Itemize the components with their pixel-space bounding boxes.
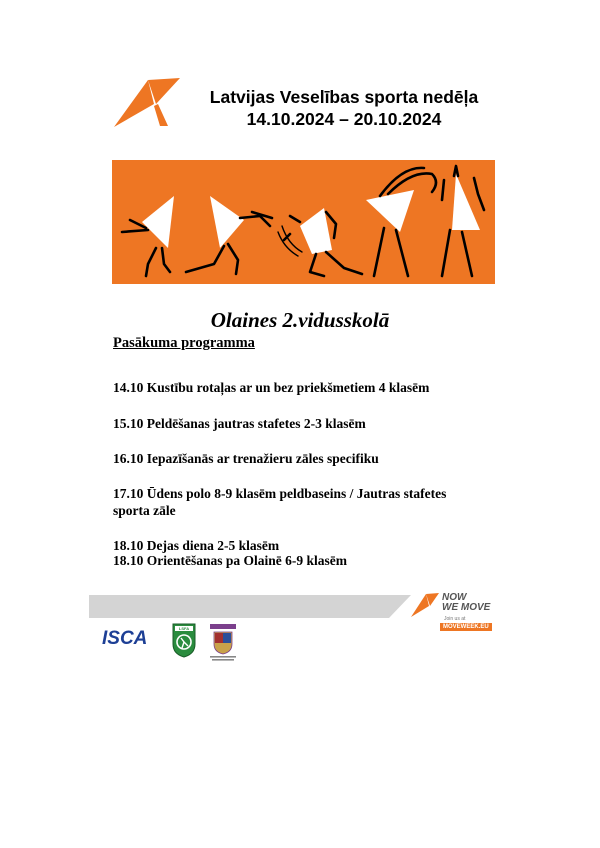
event-item: 17.10 Ūdens polo 8-9 klasēm peldbaseins / Jautras stafetes sporta zāle <box>113 486 447 518</box>
event-item: 15.10 Peldēšanas jautras stafetes 2-3 klasēm <box>113 416 366 431</box>
event-item: 18.10 Orientēšanas pa Olainē 6-9 klasēm <box>113 553 348 568</box>
school-name: Olaines 2.vidusskolā <box>210 308 390 332</box>
title-line-2: 14.10.2024 – 20.10.2024 <box>246 109 442 129</box>
event-item: 14.10 Kustību rotaļas ar un bez priekšmetiem 4 klasēm <box>113 380 430 395</box>
lsfa-logo-text: LSFA <box>178 626 190 631</box>
latvia-coat-of-arms-icon <box>206 624 240 664</box>
campaign-url: MOVEWEEK.EU <box>440 623 492 631</box>
isca-logo-text: ISCA <box>102 628 148 648</box>
campaign-line-1: NOW <box>442 592 467 603</box>
event-item: 18.10 Dejas diena 2-5 klasēm <box>113 538 280 553</box>
title-line-1: Latvijas Veselības sporta nedēļa <box>209 87 479 107</box>
now-we-move-mark-icon <box>410 592 440 618</box>
now-we-move-logo <box>410 590 510 636</box>
campaign-small-text: Join us at <box>444 616 466 622</box>
sport-figures-banner-icon <box>112 160 495 284</box>
sports-federation-emblem-icon <box>171 622 197 658</box>
event-item: 16.10 Iepazīšanās ar trenažieru zāles specifiku <box>113 451 379 466</box>
isca-logo-icon <box>102 626 164 648</box>
page-title <box>182 86 506 130</box>
program-heading: Pasākuma programma <box>113 335 255 351</box>
move-week-logo-icon <box>112 76 182 130</box>
campaign-line-2: WE MOVE <box>442 602 491 613</box>
